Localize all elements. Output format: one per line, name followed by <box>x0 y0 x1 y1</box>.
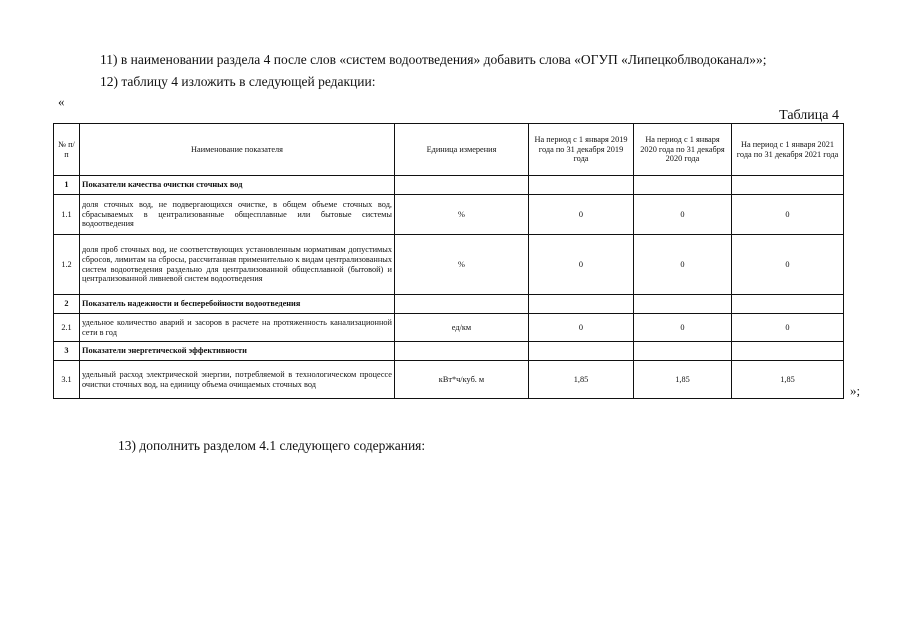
indicators-table <box>53 123 844 399</box>
header-period-2021: На период с 1 января 2021 года по 31 декабря 2021 года <box>732 124 844 176</box>
empty-cell <box>634 176 732 195</box>
table-row <box>54 361 844 399</box>
row-name: удельное количество аварий и засоров в расчете на протяженность канализационной сети в год <box>80 314 395 342</box>
row-unit: кВт*ч/куб. м <box>395 361 529 399</box>
header-period-2019: На период с 1 января 2019 года по 31 декабря 2019 года <box>529 124 634 176</box>
section-title: Показатели качества очистки сточных вод <box>80 176 395 195</box>
table-row <box>54 195 844 235</box>
row-value-2019: 0 <box>529 235 634 295</box>
row-value-2019: 0 <box>529 195 634 235</box>
row-unit: ед/км <box>395 314 529 342</box>
row-value-2021: 0 <box>732 314 844 342</box>
row-value-2021: 0 <box>732 195 844 235</box>
paragraph-item-11: 11) в наименовании раздела 4 после слов «систем водоотведения» добавить слова «ОГУП «Липецкоблводоканал»»; <box>100 52 767 67</box>
row-name: доля проб сточных вод, не соответствующих установленным нормативам допустимых сбросов, лимитам на сбросы, рассчитанная применительно к видам централизованных систем водоотведения раздельно для централизованной общесплавной (бытовой) и централизованной ливневой систем водоотведения <box>80 235 395 295</box>
row-unit: % <box>395 235 529 295</box>
table-row <box>54 235 844 295</box>
empty-cell <box>395 295 529 314</box>
closing-quote: »; <box>850 383 861 398</box>
empty-cell <box>732 342 844 361</box>
empty-cell <box>529 295 634 314</box>
row-value-2021: 1,85 <box>732 361 844 399</box>
row-unit: % <box>395 195 529 235</box>
section-title: Показатель надежности и бесперебойности водоотведения <box>80 295 395 314</box>
section-num: 3 <box>54 342 80 361</box>
row-name: доля сточных вод, не подвергающихся очистке, в общем объеме сточных вод, сбрасываемых в централизованные общесплавные или бытовые системы водоотведения <box>80 195 395 235</box>
header-unit: Единица измерения <box>395 124 529 176</box>
row-value-2020: 0 <box>634 235 732 295</box>
section-num: 1 <box>54 176 80 195</box>
row-value-2020: 1,85 <box>634 361 732 399</box>
row-value-2020: 0 <box>634 314 732 342</box>
empty-cell <box>395 342 529 361</box>
empty-cell <box>529 176 634 195</box>
row-value-2020: 0 <box>634 195 732 235</box>
section-row <box>54 295 844 314</box>
header-num: № п/п <box>54 124 80 176</box>
empty-cell <box>395 176 529 195</box>
row-num: 3.1 <box>54 361 80 399</box>
row-num: 2.1 <box>54 314 80 342</box>
opening-quote: « <box>58 94 65 109</box>
paragraph-item-12: 12) таблицу 4 изложить в следующей редакции: <box>100 74 376 89</box>
header-period-2020: На период с 1 января 2020 года по 31 декабря 2020 года <box>634 124 732 176</box>
section-row <box>54 342 844 361</box>
empty-cell <box>634 295 732 314</box>
section-row <box>54 176 844 195</box>
row-value-2021: 0 <box>732 235 844 295</box>
row-value-2019: 0 <box>529 314 634 342</box>
section-num: 2 <box>54 295 80 314</box>
table-row <box>54 314 844 342</box>
empty-cell <box>732 176 844 195</box>
empty-cell <box>634 342 732 361</box>
row-num: 1.2 <box>54 235 80 295</box>
row-name: удельный расход электрической энергии, потребляемой в технологическом процессе очистки сточных вод, на единицу объема очищаемых сточных вод <box>80 361 395 399</box>
empty-cell <box>529 342 634 361</box>
header-name: Наименование показателя <box>80 124 395 176</box>
table-caption: Таблица 4 <box>779 108 839 123</box>
empty-cell <box>732 295 844 314</box>
paragraph-item-13: 13) дополнить разделом 4.1 следующего содержания: <box>118 438 426 453</box>
row-value-2019: 1,85 <box>529 361 634 399</box>
section-title: Показатели энергетической эффективности <box>80 342 395 361</box>
row-num: 1.1 <box>54 195 80 235</box>
